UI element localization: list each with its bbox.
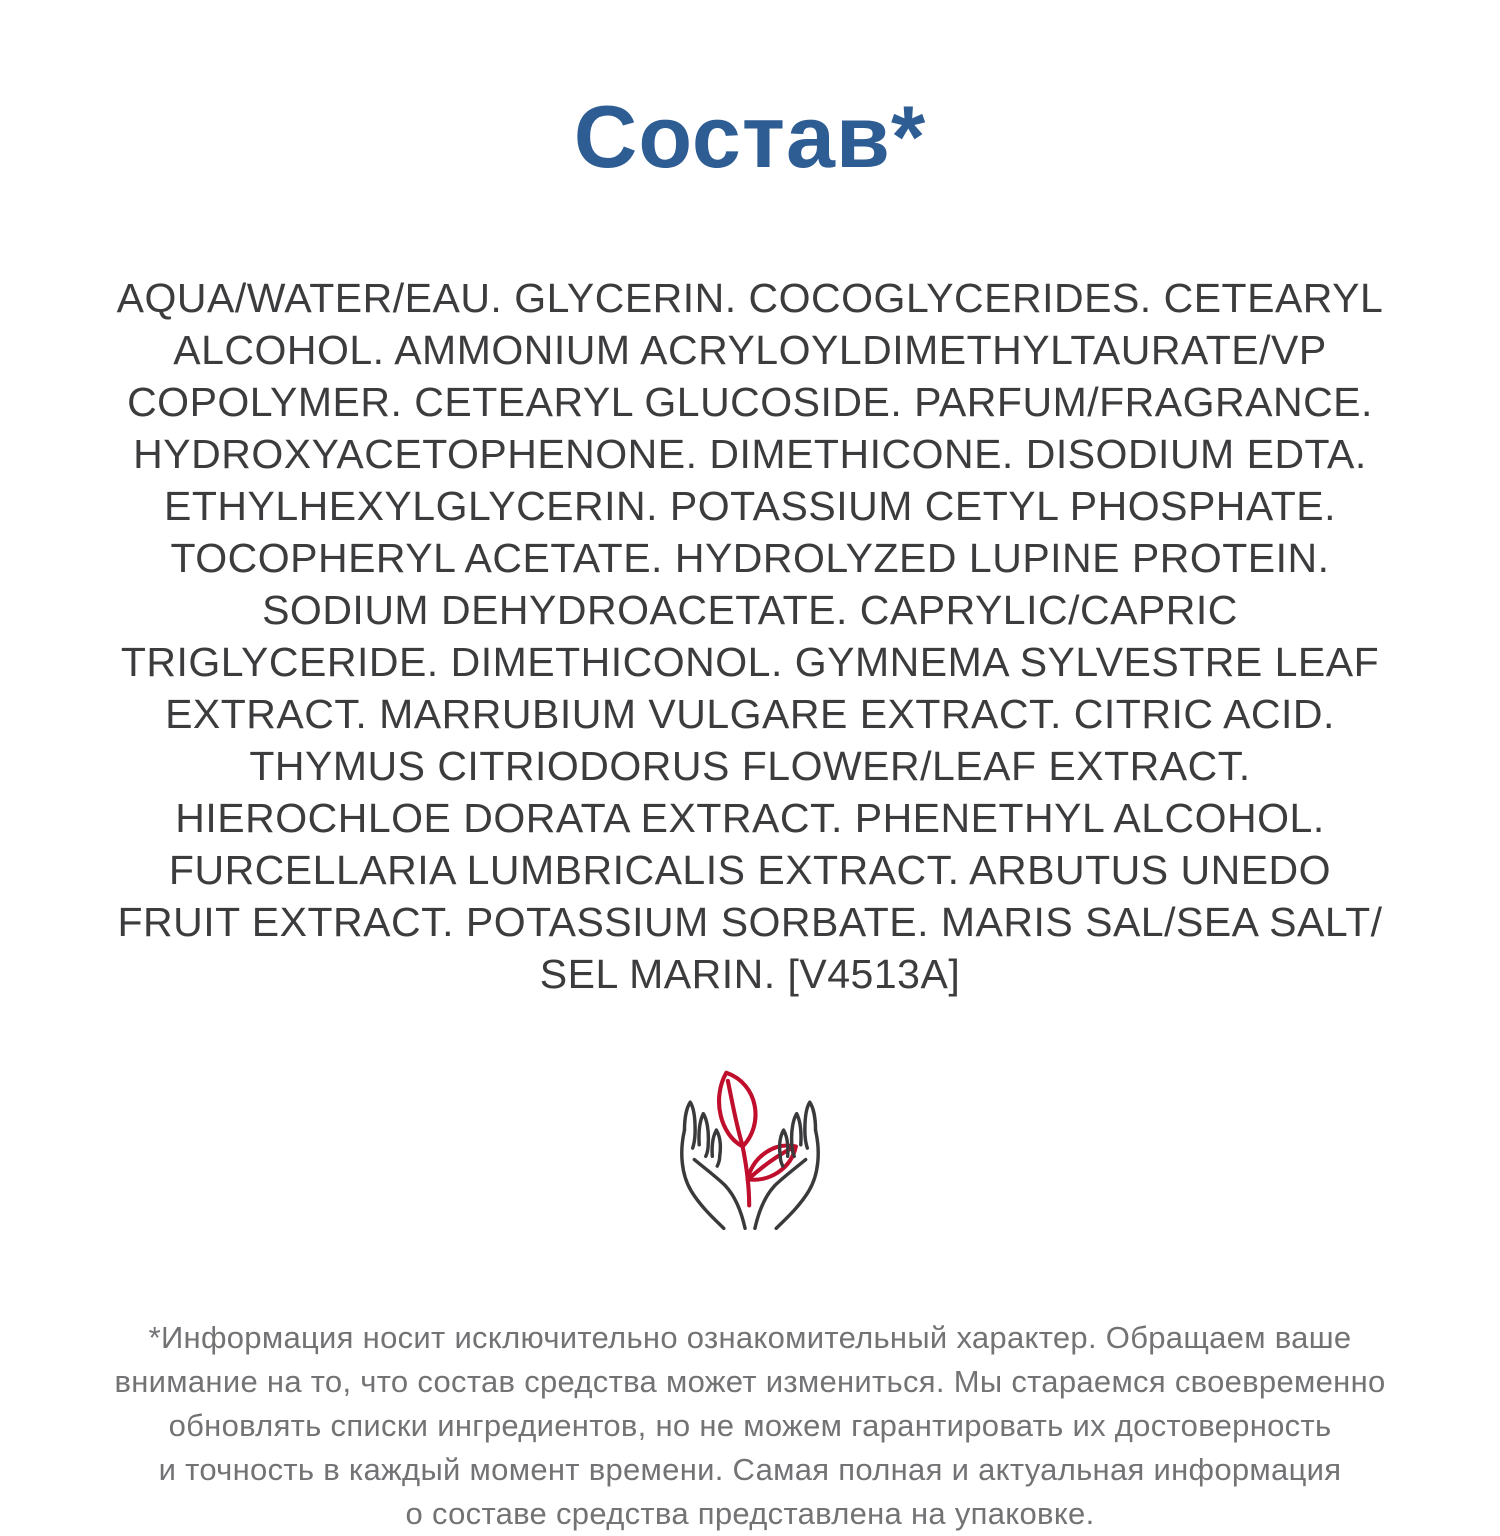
ingredients-line: TRIGLYCERIDE. DIMETHICONOL. GYMNEMA SYLVESTRE LEAF	[120, 639, 1380, 686]
ingredients-line: THYMUS CITRIODORUS FLOWER/LEAF EXTRACT.	[249, 743, 1251, 790]
ingredients-line: AQUA/WATER/EAU. GLYCERIN. COCOGLYCERIDES. CETEARYL	[116, 275, 1384, 322]
ingredients-line: ALCOHOL. AMMONIUM ACRYLOYLDIMETHYLTAURATE/VP	[173, 327, 1327, 374]
ingredients-line: HIEROCHLOE DORATA EXTRACT. PHENETHYL ALCOHOL.	[175, 795, 1325, 842]
ingredients-line: FRUIT EXTRACT. POTASSIUM SORBATE. MARIS SAL/SEA SALT/	[117, 899, 1383, 946]
ingredients-line: HYDROXYACETOPHENONE. DIMETHICONE. DISODIUM EDTA.	[133, 431, 1367, 478]
disclaimer-line: о составе средства представлена на упаковке.	[405, 1496, 1095, 1532]
plant-sprout-icon	[719, 1073, 796, 1206]
ingredients-line: SEL MARIN. [V4513A]	[539, 951, 961, 998]
hands-holding-plant-icon	[620, 1058, 880, 1230]
page-title: Состав*	[573, 87, 927, 186]
ingredients-line: COPOLYMER. CETEARYL GLUCOSIDE. PARFUM/FRAGRANCE.	[127, 379, 1373, 426]
disclaimer-line: внимание на то, что состав средства может измениться. Мы стараемся своевременно	[114, 1364, 1386, 1400]
disclaimer-text-block	[114, 1316, 1385, 1536]
disclaimer-line: *Информация носит исключительно ознакомительный характер. Обращаем ваше	[148, 1320, 1352, 1356]
disclaimer-line: обновлять списки ингредиентов, но не можем гарантировать их достоверность	[168, 1408, 1332, 1444]
ingredients-line: TOCOPHERYL ACETATE. HYDROLYZED LUPINE PROTEIN.	[170, 535, 1330, 582]
ingredients-text-block	[117, 272, 1384, 1000]
ingredients-line: SODIUM DEHYDROACETATE. CAPRYLIC/CAPRIC	[262, 587, 1238, 634]
disclaimer-line: и точность в каждый момент времени. Самая полная и актуальная информация	[158, 1452, 1342, 1488]
ingredients-line: FURCELLARIA LUMBRICALIS EXTRACT. ARBUTUS UNEDO	[168, 847, 1332, 894]
ingredients-line: ETHYLHEXYLGLYCERIN. POTASSIUM CETYL PHOSPHATE.	[163, 483, 1336, 530]
ingredients-line: EXTRACT. MARRUBIUM VULGARE EXTRACT. CITRIC ACID.	[165, 691, 1335, 738]
